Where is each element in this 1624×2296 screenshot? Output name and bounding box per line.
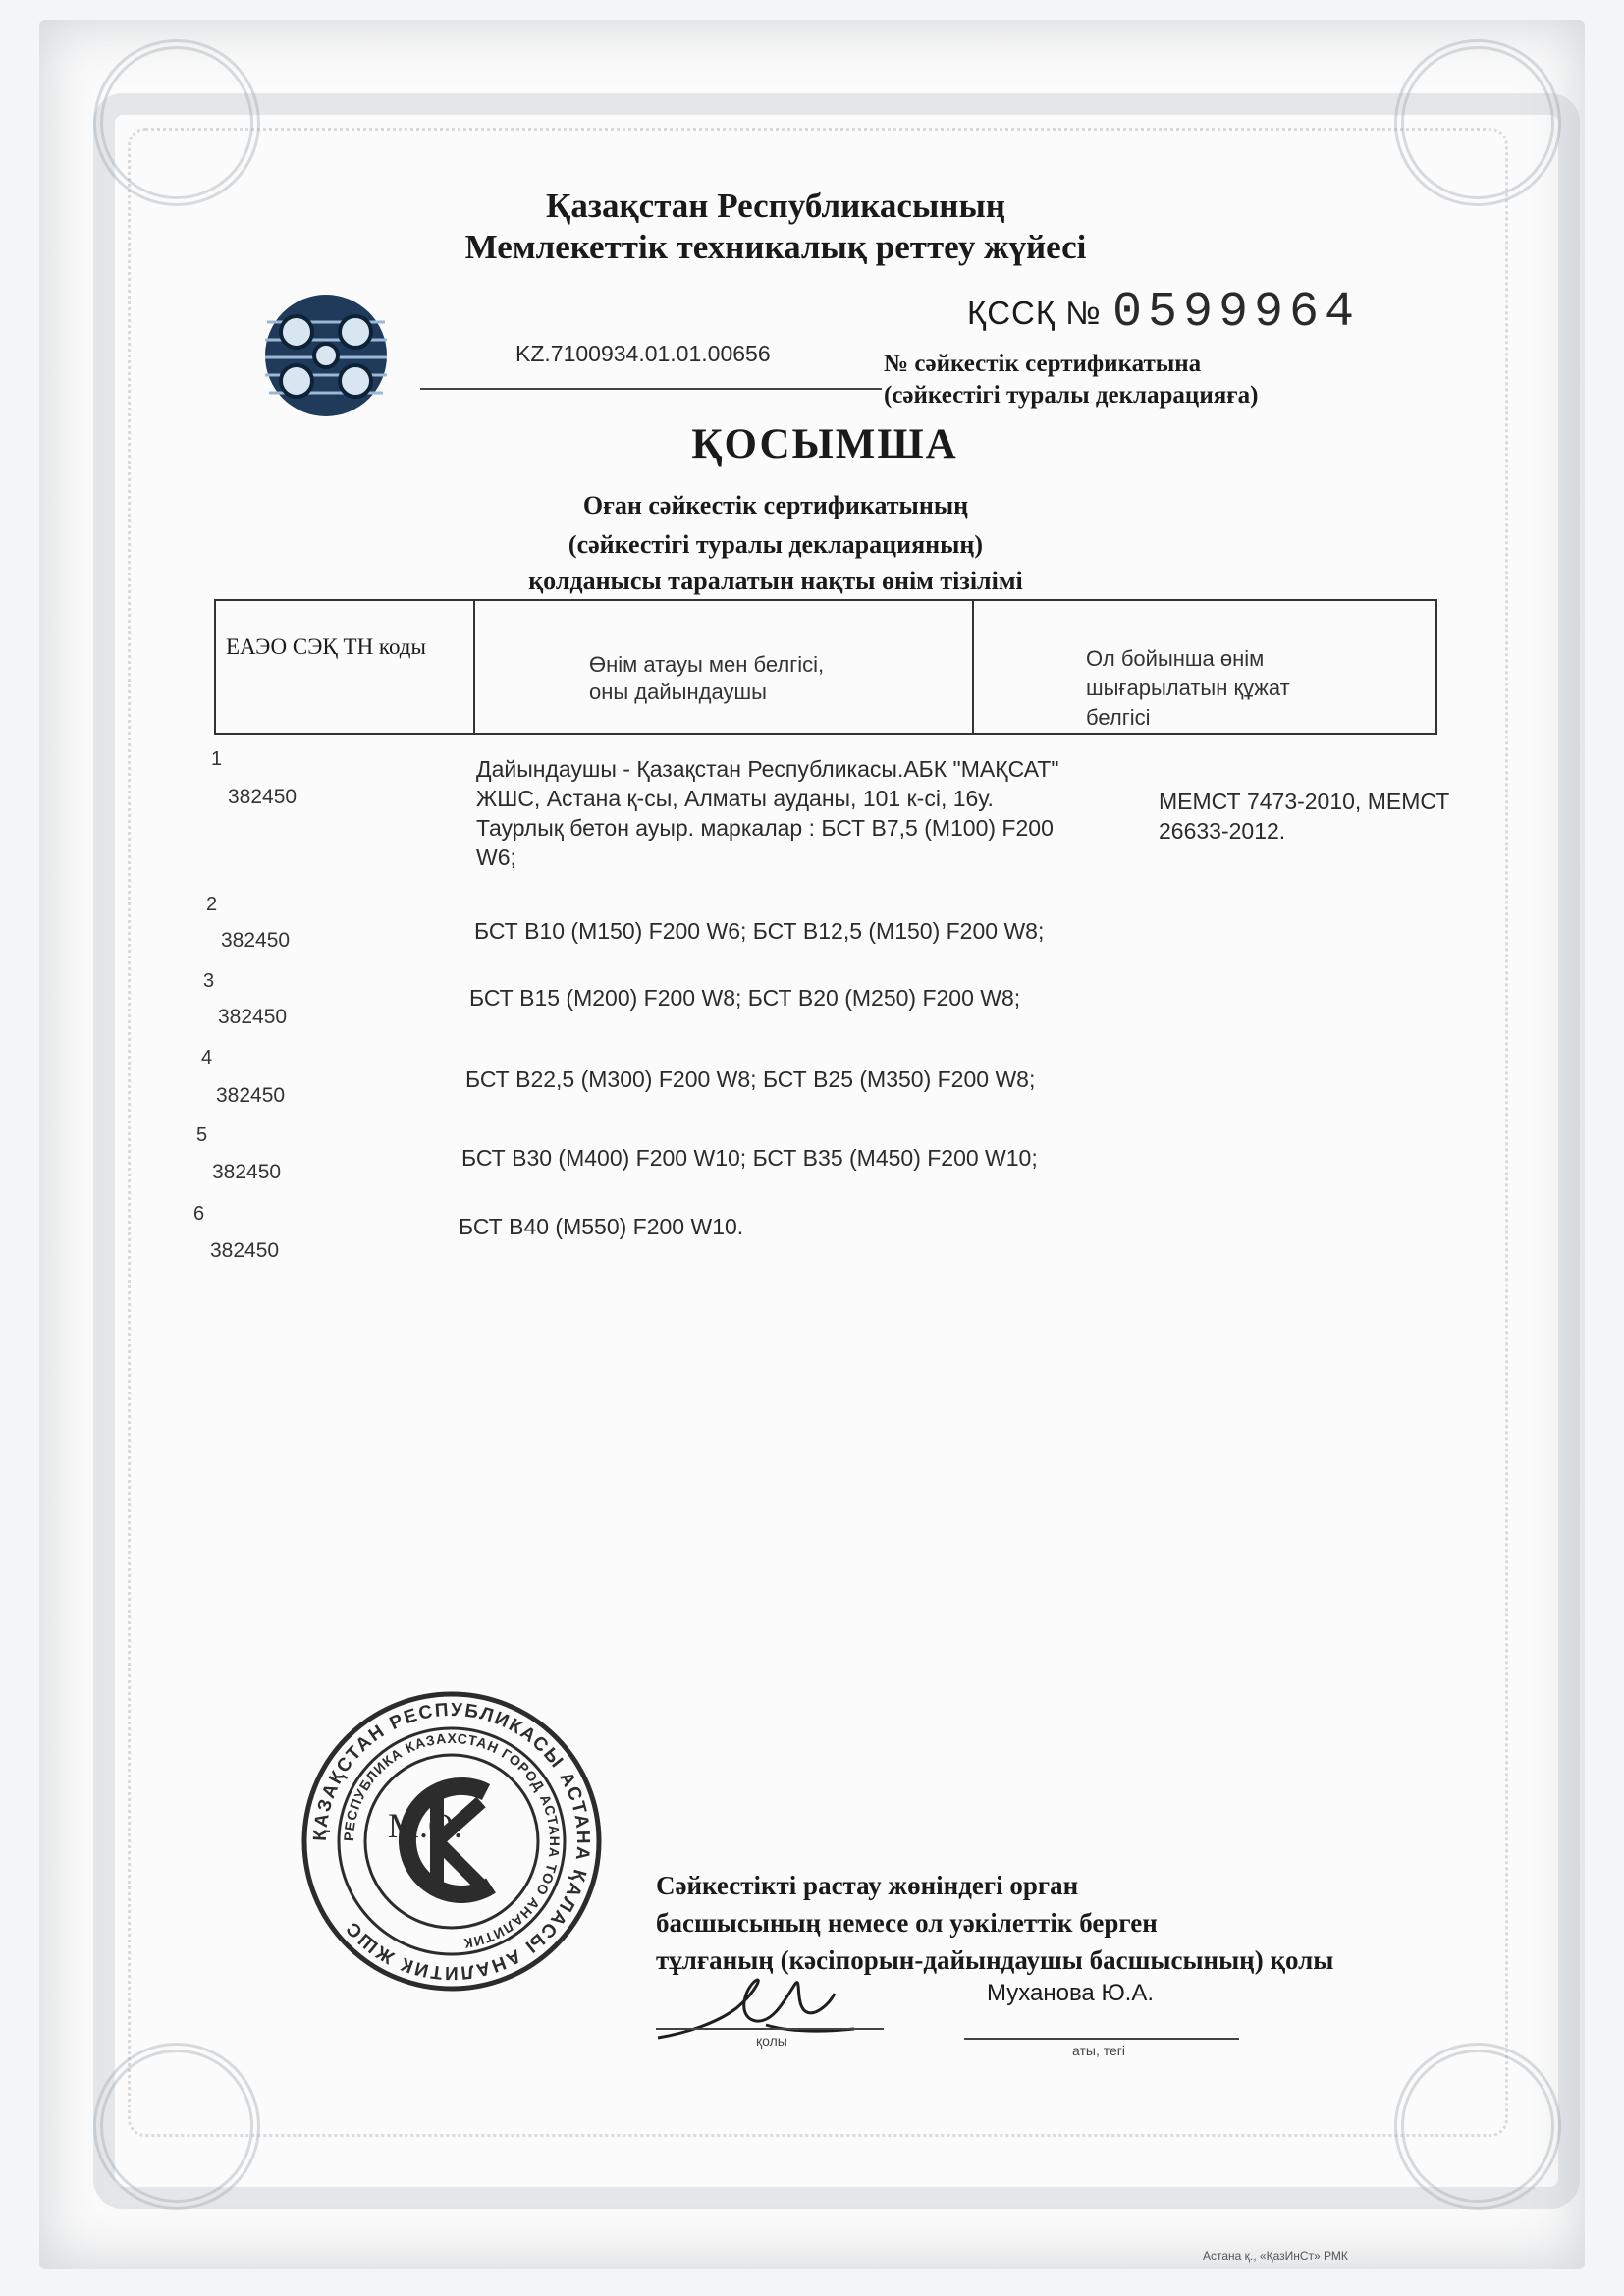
subtitle-line-1: Оған сәйкестік сертификатының xyxy=(582,491,969,519)
column-header-product-2: оны дайындаушы xyxy=(589,680,767,704)
product-line: БСТ В10 (М150) F200 W6; БСТ В12,5 (М150) F200 W8; xyxy=(474,918,1045,944)
row-number: 6 xyxy=(193,1203,205,1225)
product-line: БСТ В22,5 (М300) F200 W8; БСТ В25 (М350) F200 W8; xyxy=(465,1066,1036,1092)
hologram-icon xyxy=(263,293,389,418)
row-number: 4 xyxy=(201,1047,213,1068)
form-label: ҚССҚ № xyxy=(967,295,1102,331)
corner-rosette-icon xyxy=(1394,2043,1561,2210)
row-number: 2 xyxy=(206,894,218,915)
row-number: 1 xyxy=(211,748,223,770)
row-code: 382450 xyxy=(228,786,298,808)
column-header-document-3: белгісі xyxy=(1086,705,1151,730)
corner-rosette-icon xyxy=(1394,39,1561,206)
product-line: Таурлық бетон ауыр. маркалар : БСТ В7,5 (М100) F200 xyxy=(476,815,1054,841)
signature-underline xyxy=(656,2028,884,2030)
column-header-product-1: Өнім атауы мен белгісі, xyxy=(589,652,825,677)
standard-line-1: МЕМСТ 7473-2010, МЕМСТ xyxy=(1159,789,1450,814)
corner-rosette-icon xyxy=(93,2043,260,2210)
row-code: 382450 xyxy=(212,1161,282,1183)
certificate-underline xyxy=(420,388,882,390)
header-line-2: Мемлекеттік техникалық реттеу жүйесі xyxy=(464,228,1087,266)
header-line-1: Қазақстан Республикасының xyxy=(546,187,1005,225)
table-divider xyxy=(473,601,475,733)
product-line: W6; xyxy=(476,845,516,870)
name-underline xyxy=(964,2038,1239,2040)
name-caption: аты, тегі xyxy=(1072,2043,1125,2058)
column-header-code: ЕАЭО СЭҚ ТН коды xyxy=(226,634,426,659)
product-line: БСТ В30 (М400) F200 W10; БСТ В35 (М450) F200 W10; xyxy=(461,1145,1038,1171)
table-divider xyxy=(972,601,974,733)
product-line: БСТ В40 (М550) F200 W10. xyxy=(459,1214,744,1239)
subtitle-line-2: (сәйкестігі туралы декларацияның) xyxy=(568,530,984,559)
column-header-document-2: шығарылатын құжат xyxy=(1086,676,1290,700)
signature-caption: қолы xyxy=(756,2033,787,2049)
printer-footer: Астана қ., «ҚазИнСт» РМК xyxy=(1203,2249,1348,2263)
row-code: 382450 xyxy=(221,929,291,952)
signer-name: Муханова Ю.А. xyxy=(987,1980,1155,2006)
standard-line-2: 26633-2012. xyxy=(1159,818,1286,844)
certificate-number: KZ.7100934.01.01.00656 xyxy=(515,341,771,366)
table-header xyxy=(214,599,1437,735)
corner-rosette-icon xyxy=(93,39,260,206)
column-header-document-1: Ол бойынша өнім xyxy=(1086,646,1265,671)
signature-line-3: тұлғаның (кәсіпорын-дайындаушы басшысының) қолы xyxy=(656,1945,1334,1975)
form-number: 0599964 xyxy=(1112,285,1361,341)
page-title: ҚОСЫМША xyxy=(691,421,958,467)
row-number: 5 xyxy=(196,1124,208,1146)
certificate-label-2: (сәйкестігі туралы декларацияға) xyxy=(884,382,1259,409)
signature-line-2: басшысының немесе ол уәкілеттік берген xyxy=(656,1908,1158,1938)
row-code: 382450 xyxy=(210,1239,280,1262)
product-line: Дайындаушы - Қазақстан Республикасы.АБК "МАҚСАТ" xyxy=(476,756,1059,782)
product-line: БСТ В15 (М200) F200 W8; БСТ В20 (М250) F200 W8; xyxy=(469,985,1021,1011)
stamp-place-label: М.О. xyxy=(388,1806,463,1845)
stamp-outer-text: ҚАЗАҚСТАН РЕСПУБЛИКАСЫ АСТАНА ҚАЛАСЫ АНАЛИТИК ЖШС xyxy=(309,1699,594,1984)
certificate-label-1: № сәйкестік сертификатына xyxy=(884,351,1202,377)
signature-line-1: Сәйкестікті растау жөніндегі орган xyxy=(656,1871,1079,1900)
row-code: 382450 xyxy=(216,1084,286,1107)
subtitle-line-3: қолданысы таралатын нақты өнім тізілімі xyxy=(528,567,1023,595)
stamp-inner-text: РЕСПУБЛИКА КАЗАХСТАН ГОРОД АСТАНА ТОО АНАЛИТИК xyxy=(340,1729,564,1952)
row-code: 382450 xyxy=(218,1006,288,1028)
product-line: ЖШС, Астана қ-сы, Алматы ауданы, 101 к-сі, 16у. xyxy=(476,786,994,811)
row-number: 3 xyxy=(203,970,215,992)
